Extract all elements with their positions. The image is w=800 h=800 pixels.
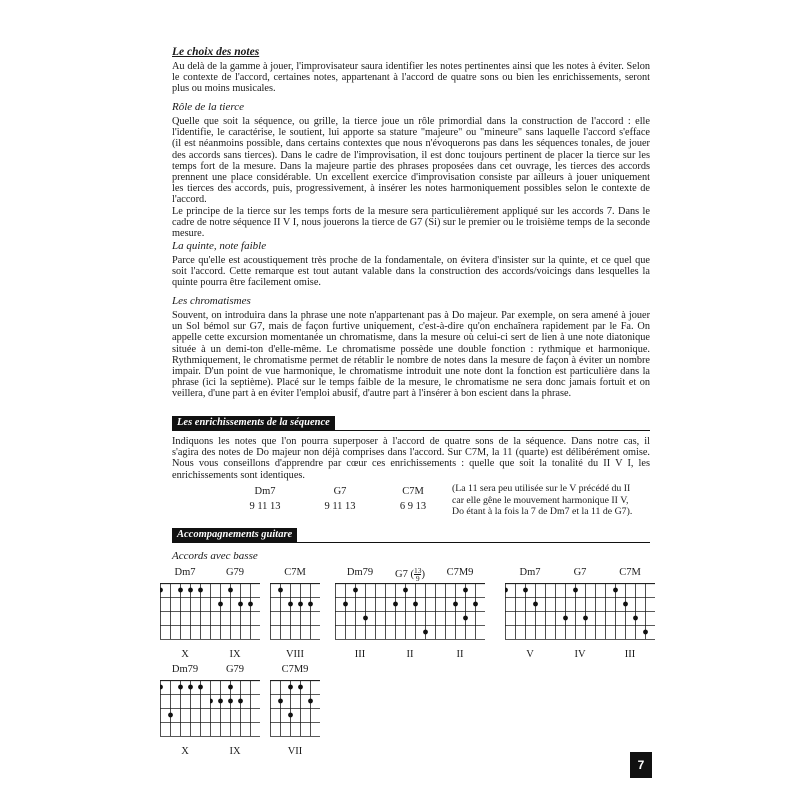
subtitle-quinte: La quinte, note faible — [172, 240, 267, 252]
section-title-choix-notes: Le choix des notes — [172, 46, 260, 58]
fret-position: IX — [229, 746, 241, 757]
fret-position: III — [624, 649, 636, 660]
text-line: située à un demi-ton d'elle-même. Le chromatisme possède une double fonction : rythmique et harmonique. — [172, 343, 650, 355]
finger-dot — [288, 602, 293, 607]
finger-dot — [298, 685, 303, 690]
chord-name: G7 ( $\frac{13}{9}$ ) — [395, 566, 425, 583]
finger-dot — [403, 588, 408, 593]
subtitle-chromatismes: Les chromatismes — [172, 295, 251, 307]
text-line: l'identifie, le caractérise, le soutient, lui apporte sa stature "majeure" ou "mineure" sans laquelle l'accord s'efface — [172, 127, 650, 139]
paragraph-quinte — [172, 255, 650, 289]
finger-dot — [533, 602, 538, 607]
text-line: car elle gêne le mouvement harmonique II V, — [452, 494, 629, 506]
finger-dot — [633, 616, 638, 621]
text-line: Au delà de la gamme à jouer, l'improvisateur saura identifier les notes pertinentes ainsi que les notes à éviter. Selon — [172, 61, 650, 72]
enr-notes-dm7: 9 11 13 — [249, 501, 281, 512]
text-line: Rythmiquement, le chromatisme permet de rétablir le nombre de notes dans la mesure de façon à éviter un nombre — [172, 354, 650, 366]
finger-dot — [298, 602, 303, 607]
text-line: prennent une place considérable. Un excellent exercice d'improvisation consiste par ailleurs à jouer uniquement — [172, 172, 650, 184]
text-line: enrichissements sont identiques. — [172, 469, 305, 481]
fret-position: IV — [574, 649, 586, 660]
fret-position: X — [181, 746, 189, 757]
finger-dot — [198, 685, 203, 690]
finger-dot — [168, 713, 173, 718]
finger-dot — [218, 602, 223, 607]
chord-name: Dm79 — [346, 567, 374, 578]
fret-position: III — [354, 649, 366, 660]
finger-dot — [288, 685, 293, 690]
fretboard-grid — [160, 680, 210, 742]
subtitle-accords-basse: Accords avec basse — [172, 550, 258, 562]
finger-dot — [178, 685, 183, 690]
fretboard-grid — [555, 583, 605, 645]
chord-name: G79 — [225, 664, 245, 675]
text-line: le contexte de l'accord, certaines notes, appartenant à l'accord de quatre sons ou bien les enrichissements, seront — [172, 72, 650, 84]
text-line: impair. D'un point de vue harmonique, le chromatisme introduit une note dont la fonction est particulière dans la — [172, 366, 650, 378]
finger-dot — [218, 699, 223, 704]
finger-dot — [308, 699, 313, 704]
finger-dot — [563, 616, 568, 621]
text-line: l'accord. — [172, 194, 207, 206]
finger-dot — [505, 588, 508, 593]
enr-notes-g7: 9 11 13 — [324, 501, 356, 512]
chord-name: Dm79 — [171, 664, 199, 675]
finger-dot — [353, 588, 358, 593]
finger-dot — [278, 699, 283, 704]
finger-dot — [228, 588, 233, 593]
text-line: mesure. — [172, 228, 205, 240]
text-line: veillera, d'une part à en éviter l'emploi abusif, d'autre part à l'insérer à bon escient dans la phrase. — [172, 388, 572, 400]
fretboard-grid — [605, 583, 655, 645]
chord-name: Dm7 — [519, 567, 541, 578]
enr-notes-c7m: 6 9 13 — [399, 501, 427, 512]
finger-dot — [188, 588, 193, 593]
finger-dot — [238, 602, 243, 607]
fret-position: II — [406, 649, 414, 660]
finger-dot — [238, 699, 243, 704]
finger-dot — [523, 588, 528, 593]
fret-position: X — [181, 649, 189, 660]
enr-chord-dm7: Dm7 — [254, 486, 276, 497]
chord-name: C7M9 — [446, 567, 474, 578]
section-title-enrichissements: Les enrichissements de la séquence — [172, 416, 335, 430]
finger-dot — [453, 602, 458, 607]
finger-dot — [248, 602, 253, 607]
fret-position: II — [456, 649, 464, 660]
text-line: (il est néanmoins possible, dans certains contextes que nous n'évoquerons pas dans les séquences tonales, de jouer — [172, 138, 650, 150]
text-line: Do étant à la fois la 7 de Dm7 et la 11 de G7). — [452, 506, 633, 517]
text-line: Le principe de la tierce sur les temps forts de la mesure sera particulièrement appliqué sur les accords 7. Dans le — [172, 205, 650, 217]
fretboard-grid — [210, 680, 260, 742]
finger-dot — [583, 616, 588, 621]
text-line: appelle cette excursion momentanée un chromatisme, dans la mesure où celui-ci sert de lien à une note diatonique — [172, 332, 650, 344]
finger-dot — [573, 588, 578, 593]
finger-dot — [178, 588, 183, 593]
finger-dot — [643, 630, 648, 635]
finger-dot — [363, 616, 368, 621]
chord-name: C7M — [619, 567, 641, 578]
paragraph-intro — [172, 61, 650, 95]
text-line: quinte pourra être facilement omise. — [172, 277, 321, 289]
fretboard-grid — [505, 583, 555, 645]
text-line: Parce qu'elle est acoustiquement très proche de la fondamentale, on évitera d'insister sur la quinte, et ce quel que — [172, 255, 650, 266]
paragraph-tierce — [172, 116, 650, 239]
finger-dot — [623, 602, 628, 607]
finger-dot — [423, 630, 428, 635]
paragraph-chromatismes — [172, 310, 650, 400]
chord-name: G7 — [573, 567, 587, 578]
fretboard-grid — [160, 583, 210, 645]
finger-dot — [463, 616, 468, 621]
fretboard-grid — [210, 583, 260, 645]
finger-dot — [160, 588, 163, 593]
fret-position: VIII — [285, 649, 305, 660]
section-bar-enrichissements — [172, 416, 650, 431]
chord-name: G79 — [225, 567, 245, 578]
text-line: Souvent, on introduira dans la phrase une note n'appartenant pas à Do majeur. Par exemple, on sera amené à jouer — [172, 310, 650, 321]
finger-dot — [228, 685, 233, 690]
finger-dot — [413, 602, 418, 607]
text-line: soit l'accord. Cette remarque est tout autant valable dans la construction des accords/voicings dans lesquelles la — [172, 266, 650, 278]
chord-name: C7M9 — [281, 664, 309, 675]
fret-position: VII — [287, 746, 303, 757]
fretboard-grid — [270, 583, 320, 645]
finger-dot — [463, 588, 468, 593]
finger-dot — [308, 602, 313, 607]
fretboard-grid — [270, 680, 320, 742]
text-line: s'agira des notes de Do majeur non déjà comprises dans l'accord. Sur C7M, la 11 (quarte) est délibérément omise. — [172, 447, 650, 459]
finger-dot — [160, 685, 163, 690]
finger-dot — [343, 602, 348, 607]
finger-dot — [473, 602, 478, 607]
text-line: temps fort de la mesure. Dans la majeure partie des phrases proposées dans cet ouvrage, les tierces des accords — [172, 160, 650, 172]
fret-position: V — [526, 649, 534, 660]
enrichissements-note — [452, 483, 652, 518]
page-number: 7 — [630, 752, 652, 778]
subtitle-tierce: Rôle de la tierce — [172, 101, 244, 113]
finger-dot — [613, 588, 618, 593]
enr-chord-g7: G7 — [333, 486, 347, 497]
finger-dot — [228, 699, 233, 704]
text-line: plus ou moins musicales. — [172, 83, 276, 95]
chord-name: Dm7 — [174, 567, 196, 578]
text-line: Indiquons les notes que l'on pourra superposer à l'accord de quatre sons de la séquence. Dans notre cas, il — [172, 436, 650, 447]
paragraph-enrichissements — [172, 436, 650, 481]
fretboard-grid — [385, 583, 435, 645]
finger-dot — [210, 699, 213, 704]
text-line: un Sol bémol sur G7, mais de façon furtive uniquement, c'est-à-dire qu'on enchaînera rapidement par le Fa. On — [172, 321, 650, 333]
finger-dot — [188, 685, 193, 690]
finger-dot — [288, 713, 293, 718]
section-title-accompagnements: Accompagnements guitare — [172, 528, 297, 542]
enr-chord-c7m: C7M — [402, 486, 424, 497]
finger-dot — [278, 588, 283, 593]
text-line: des accords sans tierces). Dans le cadre de l'improvisation, il est donc toujours pertinent de placer la tierce sur les — [172, 149, 650, 161]
text-line: cadre de notre séquence II V I, nous jouerons la tierce de G7 (Si) sur le premier ou le troisième temps de la seconde — [172, 216, 650, 228]
fretboard-grid — [435, 583, 485, 645]
text-line: les tierces des accords, puis, progressivement, à insérer les notes harmoniquement possibles selon le contexte de — [172, 183, 650, 195]
fretboard-grid — [335, 583, 385, 645]
fret-position: IX — [229, 649, 241, 660]
text-line: phrase (ici la septième). Placé sur le temps faible de la mesure, le chromatisme ne sera donc jamais fortuit et on — [172, 377, 650, 389]
text-line: (La 11 sera peu utilisée sur le V précédé du II — [452, 483, 631, 494]
chord-name: C7M — [284, 567, 306, 578]
text-line: Nous vous conseillons d'apprendre par cœur ces enrichissements : quelle que soit la tonalité du II V I, les — [172, 458, 650, 470]
finger-dot — [198, 588, 203, 593]
text-line: Quelle que soit la séquence, ou grille, la tierce joue un rôle primordial dans la construction de l'accord : elle — [172, 116, 650, 127]
section-bar-accompagnements — [172, 528, 650, 543]
finger-dot — [393, 602, 398, 607]
